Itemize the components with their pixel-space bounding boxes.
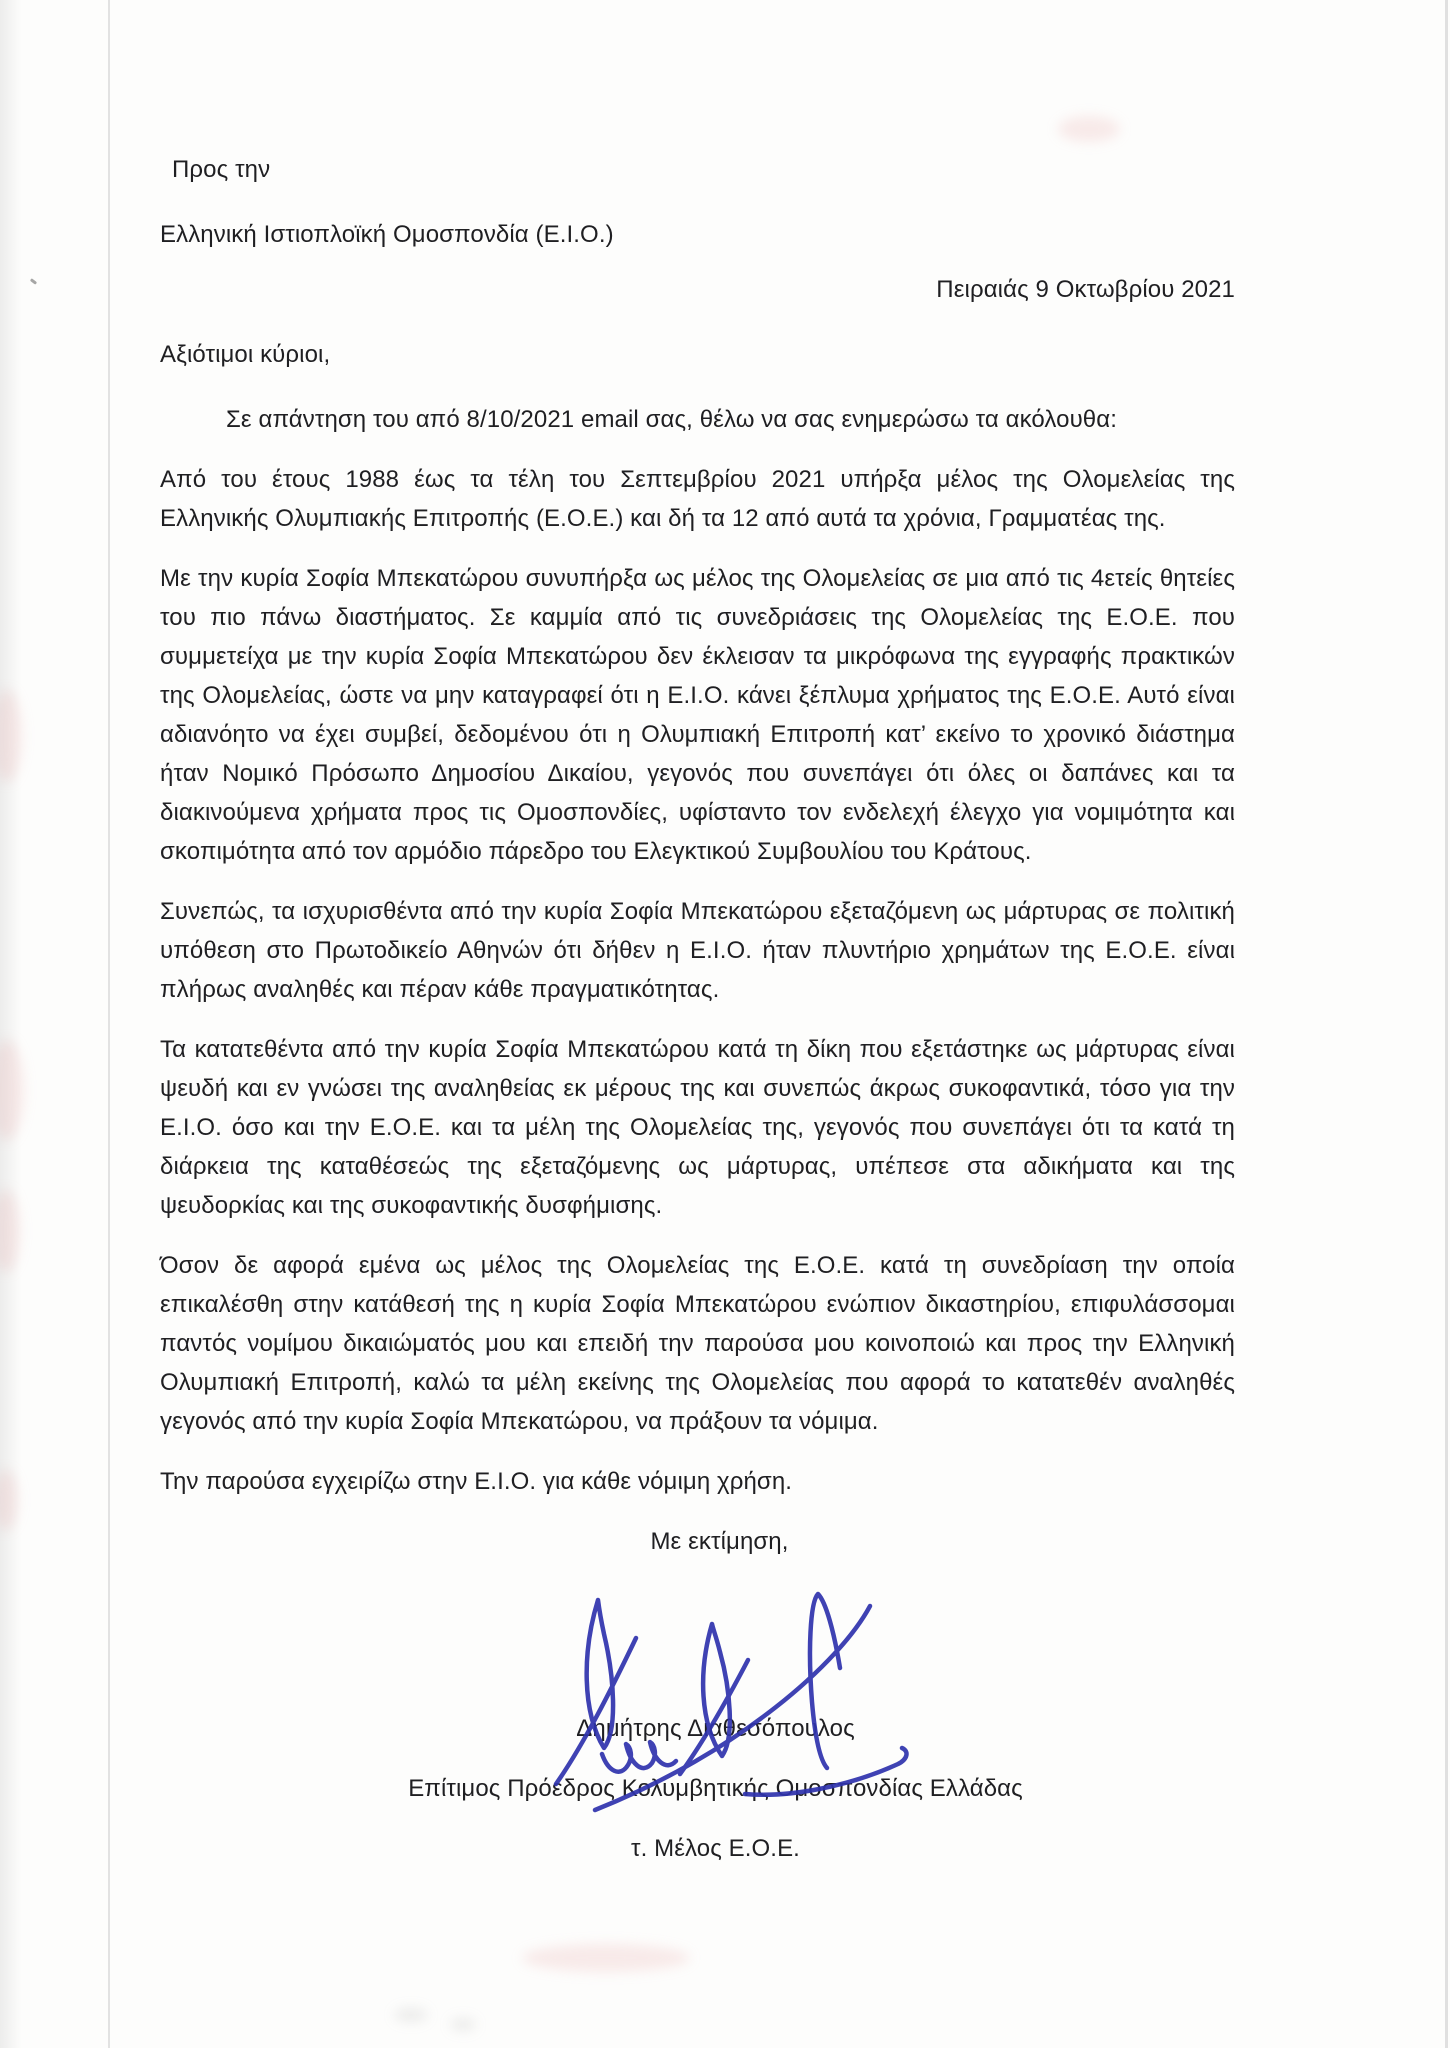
scan-smudge [522,1944,690,1972]
paragraph-7: Την παρούσα εγχειρίζω στην Ε.Ι.Ο. για κάθε νόμιμη χρήση. [160,1468,793,1495]
paragraph-2: Από του έτους 1988 έως τα τέλη του Σεπτεμβρίου 2021 υπήρξα μέλος της Ολομελείας της Ελληνικής Ολυμπιακής Επιτροπής (Ε.Ο.Ε.) και δή τα 12 από αυτά τα χρόνια, Γραμματέας της. [160,466,1235,532]
salutation: Αξιότιμοι κύριοι, [160,341,331,368]
paragraph-3: Με την κυρία Σοφία Μπεκατώρου συνυπήρξα ως μέλος της Ολομελείας σε μια από τις 4ετείς θητείες του πιο πάνω διαστήματος. Σε καμμία από τις συνεδριάσεις της Ολομελείας της Ε.Ο.Ε. που συμμετείχα με την κυρία Σοφία Μπεκατώρου δεν έκλεισαν τα μικρόφωνα της εγγραφής πρακτικών της Ολομελείας, ώστε να μην καταγραφεί ότι η Ε.Ι.Ο. κάνει ξέπλυμα χρήματος της Ε.Ο.Ε. Αυτό είναι αδιανόητο να έχει συμβεί, δεδομένου ότι η Ολυμπιακή Επιτροπή κατ’ εκείνο το χρονικό διάστημα ήταν Νομικό Πρόσωπο Δημοσίου Δικαίου, γεγονός που συνεπάγει ότι όλες οι δαπάνες και τα διακινούμενα χρήματα προς τις Ομοσπονδίες, υφίσταντο τον ενδελεχή έλεγχο για νομιμότητα και σκοπιμότητα από τον αρμόδιο πάρεδρο του Ελεγκτικού Συμβουλίου του Κράτους. [160,565,1235,865]
paragraph-5: Τα κατατεθέντα από την κυρία Σοφία Μπεκατώρου κατά τη δίκη που εξετάστηκε ως μάρτυρας είναι ψευδή και εν γνώσει της αναληθείας εκ μέρους της και συνεπώς άκρως συκοφαντικά, τόσο για την Ε.Ι.Ο. όσο και την Ε.Ο.Ε. και τα μέλη της Ολομελείας της, γεγονός που συνεπάγει ότι τα κατά τη διάρκεια της καταθέσεώς της εξεταζόμενης ως μάρτυρας, υπέπεσε στα αδικήματα και της ψευδορκίας και της συκοφαντικής δυσφήμισης. [160,1036,1235,1219]
recipient-intro: Προς την [172,156,271,183]
signatory-name: Δημήτρης Διαθεσόπουλος [576,1715,855,1742]
scan-smudge [394,2008,428,2022]
paragraph-6: Όσον δε αφορά εμένα ως μέλος της Ολομελείας της Ε.Ο.Ε. κατά τη συνεδρίαση την οποία επικαλέσθη στην κατάθεσή της η κυρία Σοφία Μπεκατώρου ενώπιον δικαστηρίου, επιφυλάσσομαι παντός νομίμου δικαιώματός μου και επειδή την παρούσα μου κοινοποιώ και προς την Ελληνική Ολυμπιακή Επιτροπή, καλώ τα μέλη εκείνης της Ολομελείας που αφορά το κατατεθέν αναληθές γεγονός από την κυρία Σοφία Μπεκατώρου, να πράξουν τα νόμιμα. [160,1252,1235,1435]
closing-salutation: Με εκτίμηση, [650,1528,789,1555]
signatory-title: Επίτιμος Πρόεδρος Κολυμβητικής Ομοσπονδίας Ελλάδας [408,1775,1023,1802]
place-and-date: Πειραιάς 9 Οκτωβρίου 2021 [936,276,1235,303]
scan-smudge [450,2018,476,2031]
signature-block [178,1709,1253,1868]
signatory-role: τ. Μέλος Ε.Ο.Ε. [631,1835,800,1862]
paragraph-4: Συνεπώς, τα ισχυρισθέντα από την κυρία Σοφία Μπεκατώρου εξεταζόμενη ως μάρτυρας σε πολιτική υπόθεση στο Πρωτοδικείο Αθηνών ότι δήθεν η Ε.Ι.Ο. ήταν πλυντήριο χρημάτων της Ε.Ο.Ε. είναι πλήρως αναληθές και πέραν κάθε πραγματικότητας. [160,898,1235,1003]
paragraph-1: Σε απάντηση του από 8/10/2021 email σας, θέλω να σας ενημερώσω τα ακόλουθα: [226,406,1117,433]
recipient-organization: Ελληνική Ιστιοπλοϊκή Ομοσπονδία (Ε.Ι.Ο.) [160,221,614,248]
